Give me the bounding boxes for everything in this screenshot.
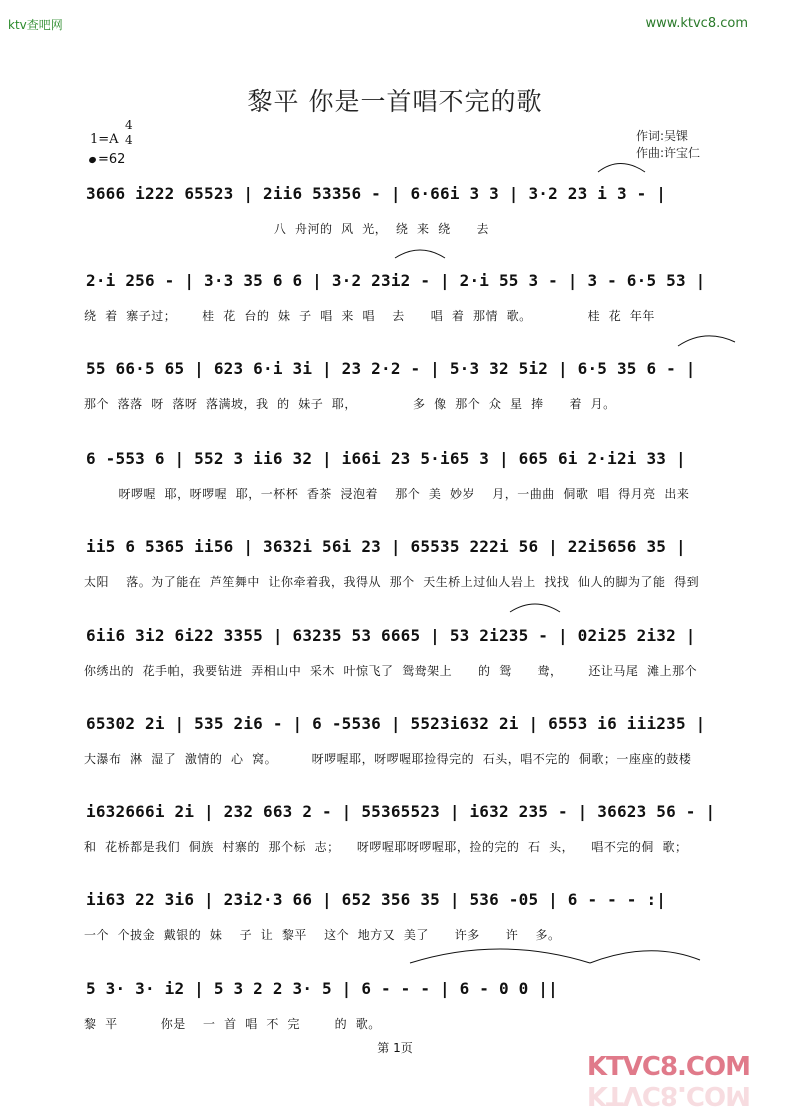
slur-arc [395,250,445,258]
notation-row [80,445,740,475]
notation-row [80,798,740,828]
lyrics-row: 呀啰喔 耶，呀啰喔 耶，一杯杯 香茶 浸泡着 那个 美 妙岁 月，一曲曲 侗歌 唱 得月亮 出来 [84,487,690,501]
quarter-note-icon [88,156,97,164]
time-signature-top: 4 [125,118,133,132]
jianpu-notes: 5 3· 3· i2 | 5 3 2 2 3· 5 | 6 - - - | 6 - 0 0 || [86,979,558,998]
slur-arc [678,336,735,346]
jianpu-notes: 55 66·5 65 | 623 6·i 3i | 23 2·2 - | 5·3 32 5i2 | 6·5 35 6 - | [86,359,696,378]
key-signature: 1=A [90,132,119,147]
jianpu-notes: i632666i 2i | 232 663 2 - | 55365523 | i632 235 - | 36623 56 - | [86,802,716,821]
jianpu-notes: 3666 i222 65523 | 2ii6 53356 - | 6·66i 3 3 | 3·2 23 i 3 - | [86,184,667,203]
lyrics-row: 绕 着 寨子过； 桂 花 台的 妹 子 唱 来 唱 去 唱 着 那情 歌。 桂 花 年年 [84,309,655,323]
time-signature-bottom: 4 [125,133,133,147]
watermark-reflection: KTVC8.COM [586,1080,750,1110]
lyricist: 作词:吴锞 [636,129,689,143]
tempo-value: =62 [98,152,126,167]
notation-row [80,180,740,210]
lyrics-row: 一个 个披金 戴银的 妹 子 让 黎平 这个 地方又 美了 许多 许 多。 [84,928,561,942]
lyrics-row: 那个 落落 呀 落呀 落满坡，我 的 妹子 耶， 多 像 那个 众 星 捧 着 月。 [84,397,616,411]
lyrics-row: 黎 平 你是 一 首 唱 不 完 的 歌。 [84,1017,381,1031]
notation-row [80,975,740,1005]
tie-arc [410,949,590,963]
lyrics-row: 大瀑布 淋 湿了 激情的 心 窝。 呀啰喔耶，呀啰喔耶捡得完的 石头，唱不完的 侗歌；一座座的鼓楼 [84,752,692,766]
notation-row [80,710,740,740]
jianpu-notes: 6 -553 6 | 552 3 ii6 32 | i66i 23 5·i65 3 | 665 6i 2·i2i 33 | [86,449,686,468]
notation-row [80,886,740,916]
composer: 作曲:许宝仁 [636,146,701,160]
song-title: 黎平 你是一首唱不完的歌 [247,87,543,116]
tie-arc [590,951,700,963]
page-number: 第 1页 [377,1041,413,1055]
time-signature [125,118,133,148]
notation-row [80,533,740,563]
tempo-marking [89,152,125,167]
lyrics-row: 和 花桥都是我们 侗族 村寨的 那个标 志； 呀啰喔耶呀啰喔耶，捡的完的 石 头， 唱不完的侗 歌； [84,840,688,854]
jianpu-notes: ii63 22 3i6 | 23i2·3 66 | 652 356 35 | 536 -05 | 6 - - - :| [86,890,667,909]
slur-arc [510,604,560,612]
lyrics-row: 你绣出的 花手帕，我要钻进 弄相山中 采木 叶惊飞了 鸳鸯架上 的 鸳 鸯， 还让马尾 滩上那个 [84,664,698,678]
site-url-right[interactable]: www.ktvc8.com [645,16,748,31]
jianpu-notes: ii5 6 5365 ii56 | 3632i 56i 23 | 65535 222i 56 | 22i5656 35 | [86,537,686,556]
notation-row [80,622,740,652]
site-name-left: ktv查吧网 [8,18,63,32]
lyrics-row: 太阳 落。为了能在 芦笙舞中 让你牵着我，我得从 那个 天生桥上过仙人岩上 找找 仙人的脚为了能 得到 [84,575,700,589]
notation-row [80,355,740,385]
watermark-logo: KTVC8.COM [586,1052,750,1082]
slur-arc [598,164,645,173]
notation-row [80,267,740,297]
jianpu-notes: 6ii6 3i2 6i22 3355 | 63235 53 6665 | 53 2i235 - | 02i25 2i32 | [86,626,696,645]
jianpu-notes: 2·i 256 - | 3·3 35 6 6 | 3·2 23i2 - | 2·i 55 3 - | 3 - 6·5 53 | [86,271,706,290]
lyrics-row: 八 舟河的 风 光， 绕 来 绕 去 [84,222,489,236]
jianpu-notes: 65302 2i | 535 2i6 - | 6 -5536 | 5523i632 2i | 6553 i6 iii235 | [86,714,706,733]
